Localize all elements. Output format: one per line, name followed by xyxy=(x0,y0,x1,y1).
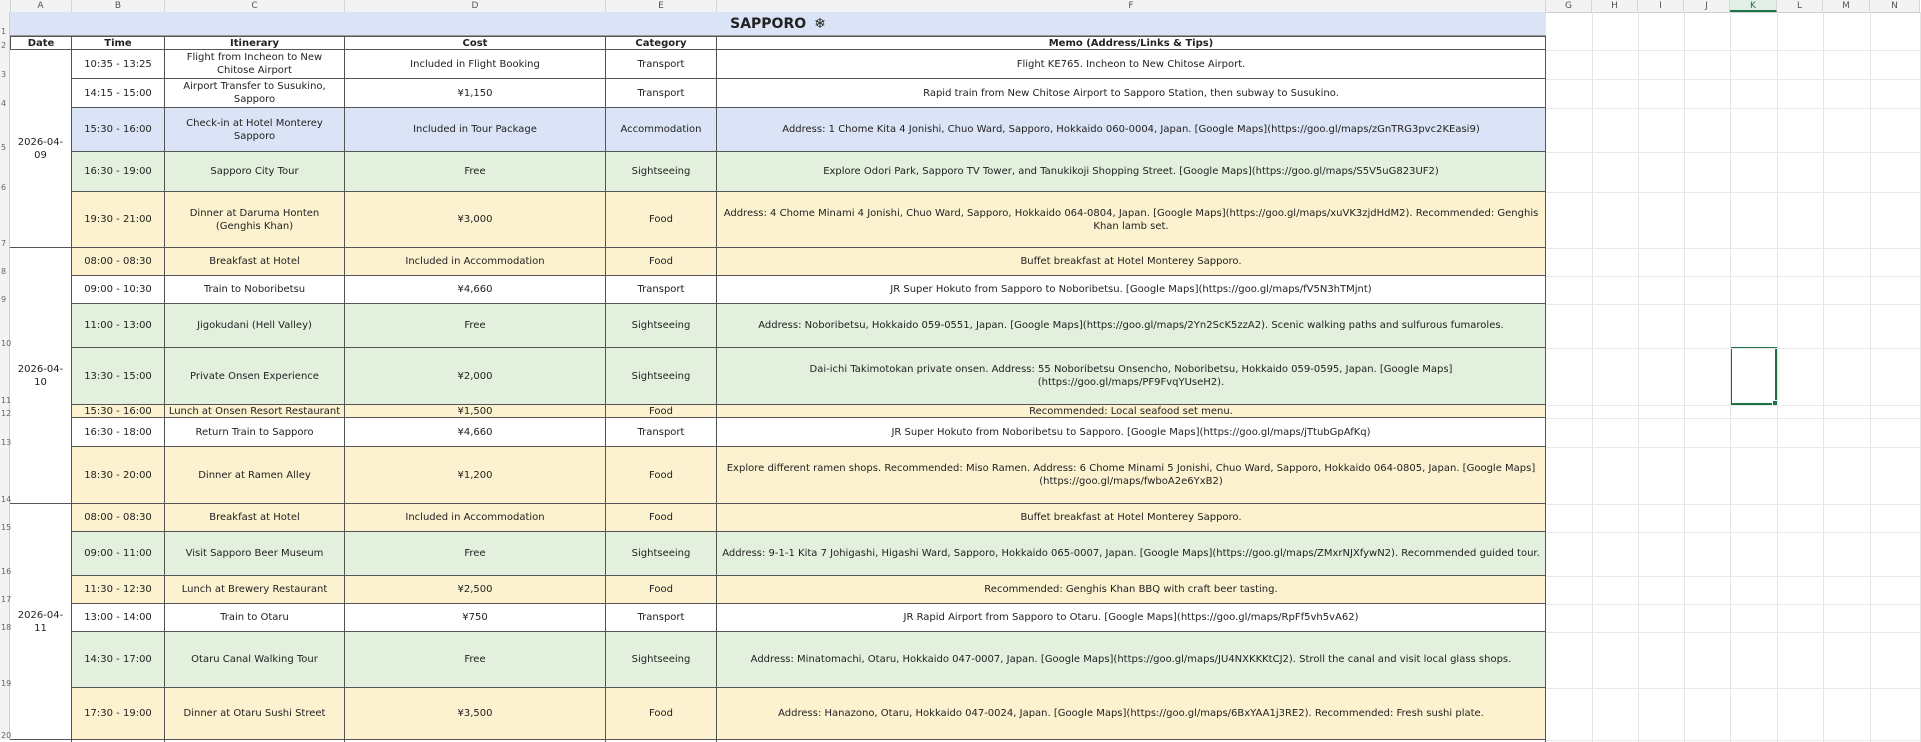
category-cell[interactable]: Transport xyxy=(606,50,717,79)
time-cell[interactable]: 08:00 - 08:30 xyxy=(72,248,165,276)
column-header-m[interactable]: M xyxy=(1823,0,1870,12)
row-header[interactable] xyxy=(0,36,10,50)
row-number: 2 xyxy=(1,41,7,50)
cost-cell[interactable]: Free xyxy=(345,632,606,688)
row-number: 5 xyxy=(1,143,7,152)
row-header[interactable] xyxy=(0,108,10,152)
cost-cell[interactable]: Free xyxy=(345,304,606,348)
gridline xyxy=(1546,348,1920,349)
time-cell[interactable]: 18:30 - 20:00 xyxy=(72,447,165,504)
itinerary-cell[interactable]: Train to Otaru xyxy=(165,604,345,632)
itinerary-cell[interactable]: Return Train to Sapporo xyxy=(165,418,345,447)
row-header[interactable] xyxy=(0,532,10,576)
column-header-g[interactable]: G xyxy=(1546,0,1592,12)
cost-cell[interactable]: Included in Flight Booking xyxy=(345,50,606,79)
gridline xyxy=(1546,632,1920,633)
category-cell[interactable]: Accommodation xyxy=(606,108,717,152)
time-cell[interactable]: 08:00 - 08:30 xyxy=(72,504,165,532)
category-cell[interactable]: Food xyxy=(606,447,717,504)
column-header-f[interactable]: F xyxy=(717,0,1546,12)
column-header-k[interactable]: K xyxy=(1730,0,1777,12)
gridline xyxy=(1546,688,1920,689)
gridline xyxy=(1546,304,1920,305)
row-number: 13 xyxy=(1,438,12,447)
column-header-h[interactable]: H xyxy=(1592,0,1638,12)
row-number: 8 xyxy=(1,267,7,276)
cost-cell[interactable]: ¥2,500 xyxy=(345,576,606,604)
row-header[interactable] xyxy=(0,348,10,405)
row-number: 9 xyxy=(1,295,7,304)
column-header-n[interactable]: N xyxy=(1870,0,1920,12)
time-cell[interactable]: 10:35 - 13:25 xyxy=(72,50,165,79)
row-number: 17 xyxy=(1,595,12,604)
column-header-e[interactable]: E xyxy=(606,0,717,12)
category-cell[interactable]: Transport xyxy=(606,418,717,447)
memo-cell[interactable]: Explore Odori Park, Sapporo TV Tower, and Tanukikoji Shopping Street. [Google Maps](https://goo.gl/maps/S5V5uG823UF2) xyxy=(717,152,1546,192)
time-cell[interactable]: 17:30 - 19:00 xyxy=(72,688,165,740)
itinerary-cell[interactable]: Airport Transfer to Susukino, Sapporo xyxy=(165,79,345,108)
memo-cell[interactable]: JR Super Hokuto from Noboribetsu to Sapporo. [Google Maps](https://goo.gl/maps/jTtubGpAfKq) xyxy=(717,418,1546,447)
header-cost[interactable]: Cost xyxy=(345,36,606,50)
cost-cell[interactable]: ¥3,500 xyxy=(345,688,606,740)
row-number: 18 xyxy=(1,623,12,632)
header-itinerary[interactable]: Itinerary xyxy=(165,36,345,50)
row-number: 6 xyxy=(1,183,7,192)
row-header[interactable] xyxy=(0,304,10,348)
gridline xyxy=(1546,79,1920,80)
time-cell[interactable]: 15:30 - 16:00 xyxy=(72,108,165,152)
gridline xyxy=(1546,405,1920,406)
itinerary-cell[interactable]: Breakfast at Hotel xyxy=(165,504,345,532)
time-cell[interactable]: 19:30 - 21:00 xyxy=(72,192,165,248)
memo-cell[interactable]: JR Rapid Airport from Sapporo to Otaru. [Google Maps](https://goo.gl/maps/RpFf5vh5vA62) xyxy=(717,604,1546,632)
snowflake-icon: ❄ xyxy=(814,15,826,32)
cost-cell[interactable]: Included in Accommodation xyxy=(345,504,606,532)
memo-cell[interactable]: Recommended: Genghis Khan BBQ with craft beer tasting. xyxy=(717,576,1546,604)
category-cell[interactable]: Sightseeing xyxy=(606,632,717,688)
row-header[interactable] xyxy=(0,405,10,418)
category-cell[interactable]: Sightseeing xyxy=(606,348,717,405)
gridline xyxy=(1546,248,1920,249)
row-number: 10 xyxy=(1,339,12,348)
cost-cell[interactable]: Included in Tour Package xyxy=(345,108,606,152)
category-cell[interactable]: Transport xyxy=(606,79,717,108)
itinerary-cell[interactable]: Private Onsen Experience xyxy=(165,348,345,405)
row-header[interactable] xyxy=(0,79,10,108)
itinerary-cell[interactable]: Flight from Incheon to New Chitose Airport xyxy=(165,50,345,79)
date-cell[interactable]: 2026-04-10 xyxy=(10,248,72,504)
category-cell[interactable]: Food xyxy=(606,688,717,740)
row-header[interactable] xyxy=(0,418,10,447)
gridline xyxy=(1546,108,1920,109)
time-cell[interactable]: 09:00 - 11:00 xyxy=(72,532,165,576)
row-header[interactable] xyxy=(0,276,10,304)
date-cell[interactable]: 2026-04-09 xyxy=(10,50,72,248)
column-header-c[interactable]: C xyxy=(165,0,345,12)
itinerary-cell[interactable]: Otaru Canal Walking Tour xyxy=(165,632,345,688)
category-cell[interactable]: Transport xyxy=(606,604,717,632)
row-header[interactable] xyxy=(0,248,10,276)
row-number: 4 xyxy=(1,99,7,108)
cost-cell[interactable]: ¥1,200 xyxy=(345,447,606,504)
time-cell[interactable]: 11:00 - 13:00 xyxy=(72,304,165,348)
row-number: 7 xyxy=(1,239,7,248)
row-header[interactable] xyxy=(0,604,10,632)
header-memo[interactable]: Memo (Address/Links & Tips) xyxy=(717,36,1546,50)
category-cell[interactable]: Transport xyxy=(606,276,717,304)
gridline xyxy=(1546,740,1920,741)
row-header[interactable] xyxy=(0,447,10,504)
time-cell[interactable]: 09:00 - 10:30 xyxy=(72,276,165,304)
time-cell[interactable]: 11:30 - 12:30 xyxy=(72,576,165,604)
column-header-l[interactable]: L xyxy=(1777,0,1823,12)
time-cell[interactable]: 14:15 - 15:00 xyxy=(72,79,165,108)
category-cell[interactable]: Sightseeing xyxy=(606,532,717,576)
cost-cell[interactable]: Free xyxy=(345,152,606,192)
row-header[interactable] xyxy=(0,192,10,248)
time-cell[interactable]: 15:30 - 16:00 xyxy=(72,405,165,418)
memo-cell[interactable]: Address: Noboribetsu, Hokkaido 059-0551, Japan. [Google Maps](https://goo.gl/maps/2Yn2ScK5zzA2). Scenic walking paths and sulfurous fumaroles. xyxy=(717,304,1546,348)
cost-cell[interactable]: Free xyxy=(345,532,606,576)
row-number: 1 xyxy=(1,27,7,36)
time-cell[interactable]: 13:30 - 15:00 xyxy=(72,348,165,405)
title-text: SAPPORO xyxy=(730,15,807,32)
itinerary-cell[interactable]: Dinner at Ramen Alley xyxy=(165,447,345,504)
row-header[interactable] xyxy=(0,632,10,688)
category-cell[interactable]: Food xyxy=(606,248,717,276)
column-header-b[interactable]: B xyxy=(72,0,165,12)
row-number: 3 xyxy=(1,70,7,79)
row-header[interactable] xyxy=(0,576,10,604)
category-cell[interactable]: Sightseeing xyxy=(606,152,717,192)
memo-cell[interactable]: Dai-ichi Takimotokan private onsen. Address: 55 Noboribetsu Onsencho, Noboribetsu, Hokkaido 059-0595, Japan. [Google Maps](https://goo.gl/maps/PF9FvqYUseH2). xyxy=(717,348,1546,405)
row-header[interactable] xyxy=(0,12,10,36)
itinerary-cell[interactable]: Dinner at Daruma Honten (Genghis Khan) xyxy=(165,192,345,248)
row-header[interactable] xyxy=(0,50,10,79)
header-date[interactable]: Date xyxy=(10,36,72,50)
gridline xyxy=(1546,447,1920,448)
row-number: 16 xyxy=(1,567,12,576)
column-header-i[interactable]: I xyxy=(1638,0,1684,12)
itinerary-cell[interactable]: Lunch at Onsen Resort Restaurant xyxy=(165,405,345,418)
row-number: 12 xyxy=(1,409,12,418)
column-header-d[interactable]: D xyxy=(345,0,606,12)
gridline xyxy=(1546,50,1920,51)
header-category[interactable]: Category xyxy=(606,36,717,50)
itinerary-cell[interactable]: Sapporo City Tour xyxy=(165,152,345,192)
itinerary-cell[interactable]: Lunch at Brewery Restaurant xyxy=(165,576,345,604)
itinerary-cell[interactable]: Dinner at Otaru Sushi Street xyxy=(165,688,345,740)
memo-cell[interactable]: Address: 9-1-1 Kita 7 Johigashi, Higashi Ward, Sapporo, Hokkaido 065-0007, Japan. [Google Maps](https://goo.gl/maps/ZMxrNJXfywN2). Recommended guided tour. xyxy=(717,532,1546,576)
gridline xyxy=(1546,276,1920,277)
gridline xyxy=(1546,604,1920,605)
itinerary-cell[interactable]: Check-in at Hotel Monterey Sapporo xyxy=(165,108,345,152)
row-number: 20 xyxy=(1,731,12,740)
memo-cell[interactable]: Address: Minatomachi, Otaru, Hokkaido 047-0007, Japan. [Google Maps](https://goo.gl/maps/JU4NXKKKtCJ2). Stroll the canal and visit local glass shops. xyxy=(717,632,1546,688)
time-cell[interactable]: 13:00 - 14:00 xyxy=(72,604,165,632)
cost-cell[interactable]: ¥1,150 xyxy=(345,79,606,108)
header-time[interactable]: Time xyxy=(72,36,165,50)
row-header[interactable] xyxy=(0,688,10,740)
memo-cell[interactable]: Address: 4 Chome Minami 4 Jonishi, Chuo Ward, Sapporo, Hokkaido 064-0804, Japan. [Google Maps](https://goo.gl/maps/xuVK3zjdHdM2). Recommended: Genghis Khan lamb set. xyxy=(717,192,1546,248)
memo-cell[interactable]: JR Super Hokuto from Sapporo to Noboribetsu. [Google Maps](https://goo.gl/maps/fV5N3hTMjnt) xyxy=(717,276,1546,304)
column-header-a[interactable]: A xyxy=(10,0,72,12)
memo-cell[interactable]: Address: 1 Chome Kita 4 Jonishi, Chuo Ward, Sapporo, Hokkaido 060-0004, Japan. [Google Maps](https://goo.gl/maps/zGnTRG3pvc2KEasi9) xyxy=(717,108,1546,152)
gridline xyxy=(1546,418,1920,419)
memo-cell[interactable]: Address: Hanazono, Otaru, Hokkaido 047-0024, Japan. [Google Maps](https://goo.gl/maps/6BxYAA1j3RE2). Recommended: Fresh sushi plate. xyxy=(717,688,1546,740)
memo-cell[interactable]: Flight KE765. Incheon to New Chitose Airport. xyxy=(717,50,1546,79)
memo-cell[interactable]: Buffet breakfast at Hotel Monterey Sapporo. xyxy=(717,504,1546,532)
gridline xyxy=(1546,152,1920,153)
memo-cell[interactable]: Buffet breakfast at Hotel Monterey Sapporo. xyxy=(717,248,1546,276)
cost-cell[interactable]: ¥4,660 xyxy=(345,418,606,447)
sheet-title[interactable] xyxy=(10,12,1546,36)
memo-cell[interactable]: Explore different ramen shops. Recommended: Miso Ramen. Address: 6 Chome Minami 5 Jonishi, Chuo Ward, Sapporo, Hokkaido 064-0805, Japan. [Google Maps](https://goo.gl/maps/fwboA2e6YxB2) xyxy=(717,447,1546,504)
itinerary-cell[interactable]: Jigokudani (Hell Valley) xyxy=(165,304,345,348)
gridline xyxy=(1546,192,1920,193)
row-number: 11 xyxy=(1,396,12,405)
row-header[interactable] xyxy=(0,504,10,532)
category-cell[interactable]: Food xyxy=(606,504,717,532)
itinerary-cell[interactable]: Train to Noboribetsu xyxy=(165,276,345,304)
cost-cell[interactable]: Included in Accommodation xyxy=(345,248,606,276)
date-cell[interactable]: 2026-04-11 xyxy=(10,504,72,740)
itinerary-cell[interactable]: Breakfast at Hotel xyxy=(165,248,345,276)
cost-cell[interactable]: ¥2,000 xyxy=(345,348,606,405)
time-cell[interactable]: 16:30 - 19:00 xyxy=(72,152,165,192)
row-header[interactable] xyxy=(0,152,10,192)
cost-cell[interactable]: ¥4,660 xyxy=(345,276,606,304)
cost-cell[interactable]: ¥1,500 xyxy=(345,405,606,418)
category-cell[interactable]: Sightseeing xyxy=(606,304,717,348)
cost-cell[interactable]: ¥3,000 xyxy=(345,192,606,248)
gridline xyxy=(1546,576,1920,577)
category-cell[interactable]: Food xyxy=(606,576,717,604)
selected-cell-k11[interactable] xyxy=(1730,347,1777,405)
category-cell[interactable]: Food xyxy=(606,192,717,248)
row-number: 19 xyxy=(1,679,12,688)
gridline xyxy=(1546,532,1920,533)
column-header-j[interactable]: J xyxy=(1684,0,1730,12)
time-cell[interactable]: 14:30 - 17:00 xyxy=(72,632,165,688)
cost-cell[interactable]: ¥750 xyxy=(345,604,606,632)
itinerary-cell[interactable]: Visit Sapporo Beer Museum xyxy=(165,532,345,576)
time-cell[interactable]: 16:30 - 18:00 xyxy=(72,418,165,447)
memo-cell[interactable]: Recommended: Local seafood set menu. xyxy=(717,405,1546,418)
memo-cell[interactable]: Rapid train from New Chitose Airport to Sapporo Station, then subway to Susukino. xyxy=(717,79,1546,108)
gridline xyxy=(1546,504,1920,505)
row-number: 14 xyxy=(1,495,12,504)
row-number: 15 xyxy=(1,523,12,532)
category-cell[interactable]: Food xyxy=(606,405,717,418)
select-all-corner[interactable] xyxy=(0,0,11,12)
